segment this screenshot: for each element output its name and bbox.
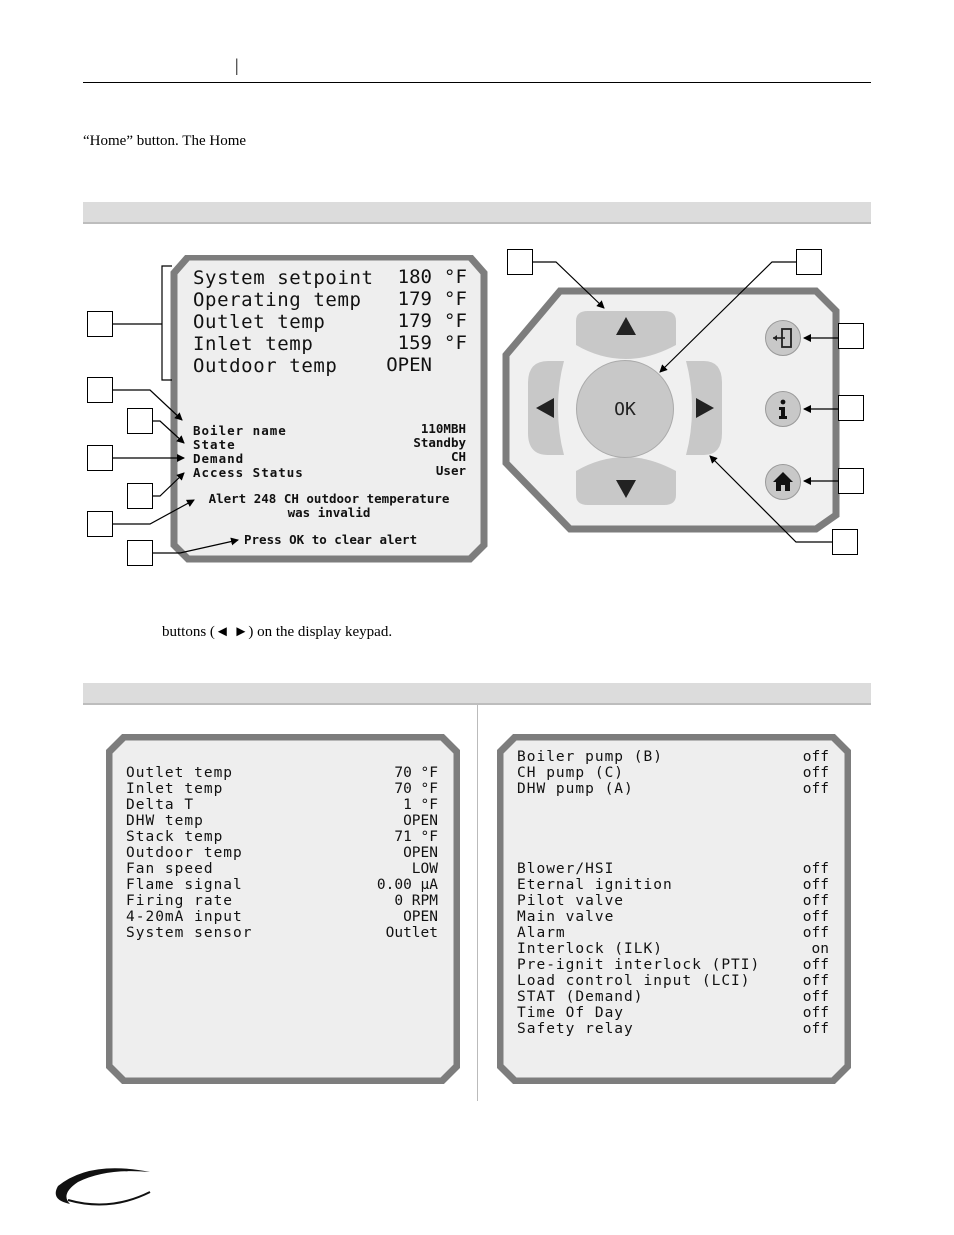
- pump-row-value: off: [802, 765, 829, 781]
- alert-line-1: Alert 248 CH outdoor temperature: [208, 491, 450, 506]
- output-row-label: Eternal ignition: [517, 877, 673, 893]
- sensor-row-label: Firing rate: [126, 893, 234, 909]
- pump-row-value: off: [802, 781, 829, 797]
- home-row-value: 179: [397, 310, 432, 332]
- keypad-callout-lines: [0, 0, 954, 600]
- output-row-value: off: [802, 925, 829, 941]
- section-band-2: [83, 683, 871, 705]
- sensor-row-label: Delta T: [126, 797, 195, 813]
- output-row-value: off: [802, 1005, 829, 1021]
- home-row-value: 180: [397, 266, 432, 288]
- home-info-value: Standby: [413, 435, 466, 450]
- home-info-value: CH: [450, 449, 466, 464]
- output-row-label: STAT (Demand): [517, 989, 644, 1005]
- keys-text: buttons (◄ ►) on the display keypad.: [162, 624, 393, 640]
- home-row-value: OPEN: [386, 354, 432, 376]
- home-info-label: State: [193, 437, 236, 452]
- pump-row-label: CH pump (C): [517, 765, 625, 781]
- output-row-label: Load control input (LCI): [517, 973, 751, 989]
- output-row-label: Interlock (ILK): [517, 941, 663, 957]
- header-separator: |: [235, 55, 239, 75]
- output-row-value: off: [802, 877, 829, 893]
- home-row-label: Outlet temp: [193, 311, 326, 333]
- sensor-row-value: Outlet: [385, 925, 438, 941]
- output-row-label: Pre-ignit interlock (PTI): [517, 957, 761, 973]
- sensor-row-label: System sensor: [126, 925, 253, 941]
- ok-label: OK: [614, 398, 636, 420]
- home-info-label: Boiler name: [193, 423, 287, 438]
- sensor-row-label: Outlet temp: [126, 765, 234, 781]
- sensor-row-value: 1 °F: [403, 797, 438, 813]
- sensor-row-value: OPEN: [403, 909, 438, 925]
- sensor-row-label: Stack temp: [126, 829, 224, 845]
- output-row-value: off: [802, 973, 829, 989]
- intro-text: “Home” button. The Home: [83, 133, 247, 149]
- output-row-label: Time Of Day: [517, 1005, 625, 1021]
- output-row-value: off: [802, 909, 829, 925]
- output-row-label: Safety relay: [517, 1021, 634, 1037]
- output-row-label: Alarm: [517, 925, 566, 941]
- column-divider: [477, 705, 478, 1101]
- output-row-value: on: [811, 941, 829, 957]
- sensor-row-value: LOW: [411, 861, 438, 877]
- sensor-row-value: 0.00 μA: [376, 877, 438, 893]
- home-info-label: Access Status: [193, 465, 304, 480]
- sensor-row-label: Fan speed: [126, 861, 214, 877]
- sensor-row-label: DHW temp: [126, 813, 204, 829]
- home-row-label: System setpoint: [193, 267, 374, 289]
- output-row-value: off: [802, 1021, 829, 1037]
- sensor-row-label: Inlet temp: [126, 781, 224, 797]
- pump-row-label: DHW pump (A): [517, 781, 634, 797]
- output-row-label: Pilot valve: [517, 893, 625, 909]
- output-row-value: off: [802, 893, 829, 909]
- output-row-label: Blower/HSI: [517, 861, 615, 877]
- sensor-row-value: 71 °F: [394, 829, 438, 845]
- sensor-row-value: OPEN: [403, 845, 438, 861]
- home-row-label: Operating temp: [193, 289, 362, 311]
- output-row-value: off: [802, 957, 829, 973]
- pump-row-value: off: [802, 749, 829, 765]
- sensor-row-value: 0 RPM: [394, 893, 438, 909]
- output-row-value: off: [802, 861, 829, 877]
- output-row-label: Main valve: [517, 909, 615, 925]
- pump-row-label: Boiler pump (B): [517, 749, 663, 765]
- sensor-row-value: 70 °F: [394, 781, 438, 797]
- home-row-unit: °F: [444, 266, 467, 288]
- home-row-unit: °F: [444, 288, 467, 310]
- output-row-value: off: [802, 989, 829, 1005]
- sensor-row-value: OPEN: [403, 813, 438, 829]
- home-info-value: User: [435, 463, 466, 478]
- home-info-label: Demand: [193, 451, 245, 466]
- logo-swoosh: [50, 1160, 160, 1210]
- sensor-row-label: 4-20mA input: [126, 909, 243, 925]
- sensor-row-label: Outdoor temp: [126, 845, 243, 861]
- home-info-value: 110MBH: [420, 421, 466, 436]
- alert-prompt: Press OK to clear alert: [244, 532, 418, 547]
- home-row-unit: °F: [444, 332, 467, 354]
- home-row-value: 179: [397, 288, 432, 310]
- alert-line-2: was invalid: [287, 505, 371, 520]
- home-row-unit: °F: [444, 310, 467, 332]
- home-row-label: Outdoor temp: [193, 355, 338, 377]
- sensor-row-label: Flame signal: [126, 877, 243, 893]
- sensor-row-value: 70 °F: [394, 765, 438, 781]
- home-row-label: Inlet temp: [193, 333, 314, 355]
- home-row-value: 159: [397, 332, 432, 354]
